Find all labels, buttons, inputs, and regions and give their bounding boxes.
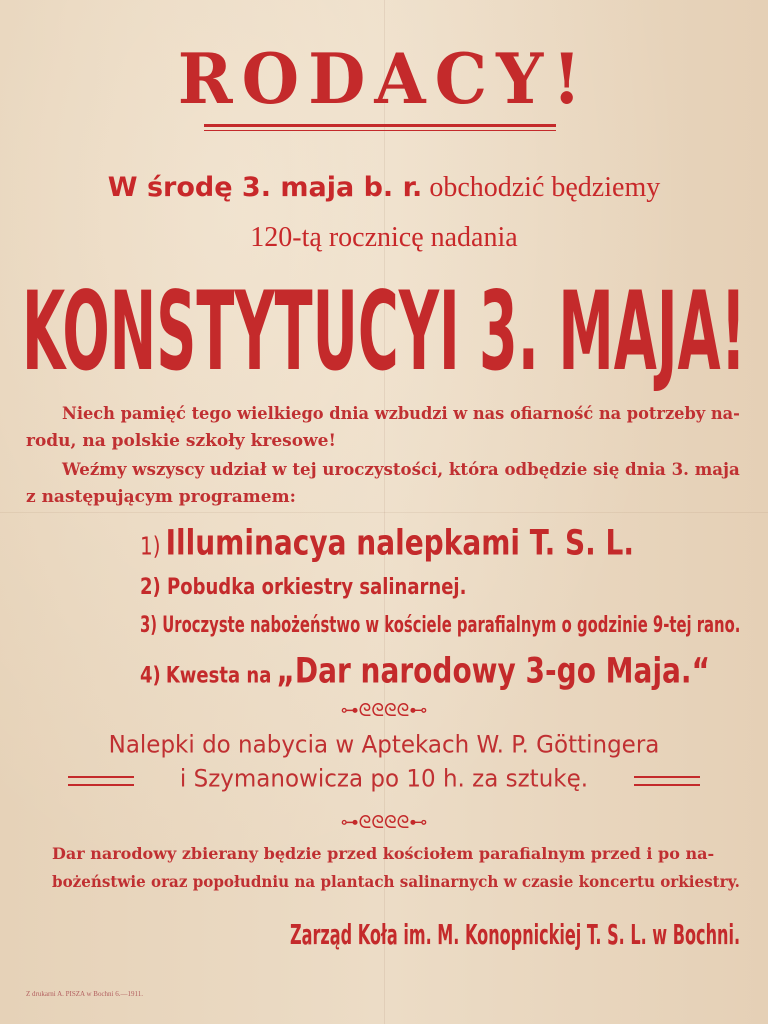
- ornament-divider-2: ⊶ᘓᘓᘓᘓ⊷: [340, 812, 428, 832]
- dar-line-2: bożeństwie oraz popołudniu na plantach salinarnych w czasie koncertu orkiestry.: [52, 872, 740, 891]
- program-item-1: [140, 522, 634, 563]
- program-number: 3): [140, 612, 158, 639]
- intro-line-2: 120-tą rocznicę nadania: [250, 222, 518, 253]
- program-item-2: [140, 574, 466, 600]
- dash-right-bottom: [634, 784, 700, 786]
- paragraph-1-line-1: Niech pamięć tego wielkiego dnia wzbudzi w nas ofiarność na potrzeby na-: [62, 404, 740, 424]
- program-text: Illuminacya nalepkami T. S. L.: [165, 522, 635, 564]
- program-text: Pobudka orkiestry salinarnej.: [167, 574, 467, 601]
- nalepki-line-1: Nalepki do nabycia w Aptekach W. P. Göttingera: [108, 731, 660, 759]
- headline: KONSTYTUCYI 3. MAJA!: [22, 268, 746, 396]
- signature: Zarząd Koła im. M. Konopnickiej T. S. L. w Bochni.: [290, 920, 741, 952]
- poster-title: RODACY!: [177, 38, 591, 120]
- dar-line-1: Dar narodowy zbierany będzie przed kościołem parafialnym przed i po na-: [52, 844, 715, 863]
- printer-imprint: Z drukarni A. PISZA w Bochni 6.—1911.: [26, 990, 143, 998]
- program-number: 1): [140, 530, 161, 561]
- program-number: 2): [140, 574, 161, 601]
- paragraph-2-line-2: z następującym programem:: [26, 487, 296, 507]
- program-text: Uroczyste nabożeństwo w kościele parafialnym o godzinie 9-tej rano.: [162, 612, 741, 639]
- program-number: 4): [140, 662, 161, 689]
- program-prefix: Kwesta na: [165, 662, 272, 689]
- program-text: „Dar narodowy 3-go Maja.“: [276, 650, 710, 692]
- intro-line-1: [0, 172, 768, 204]
- paragraph-1-line-2: rodu, na polskie szkoły kresowe!: [26, 431, 336, 451]
- paragraph-2-line-1: Weźmy wszyscy udział w tej uroczystości, która odbędzie się dnia 3. maja: [62, 460, 740, 480]
- fold-line-horizontal: [0, 512, 768, 513]
- nalepki-line-2: i Szymanowicza po 10 h. za sztukę.: [179, 765, 589, 793]
- program-item-3: [140, 612, 740, 638]
- title-underline-thick: [204, 124, 556, 127]
- dash-right-top: [634, 776, 700, 778]
- intro-rest: obchodzić będziemy: [429, 172, 661, 203]
- title-underline-thin: [204, 130, 556, 131]
- program-item-4: [140, 650, 710, 691]
- intro-date: W środę 3. maja b. r.: [107, 172, 423, 203]
- ornament-divider-1: ⊶ᘓᘓᘓᘓ⊷: [340, 700, 428, 720]
